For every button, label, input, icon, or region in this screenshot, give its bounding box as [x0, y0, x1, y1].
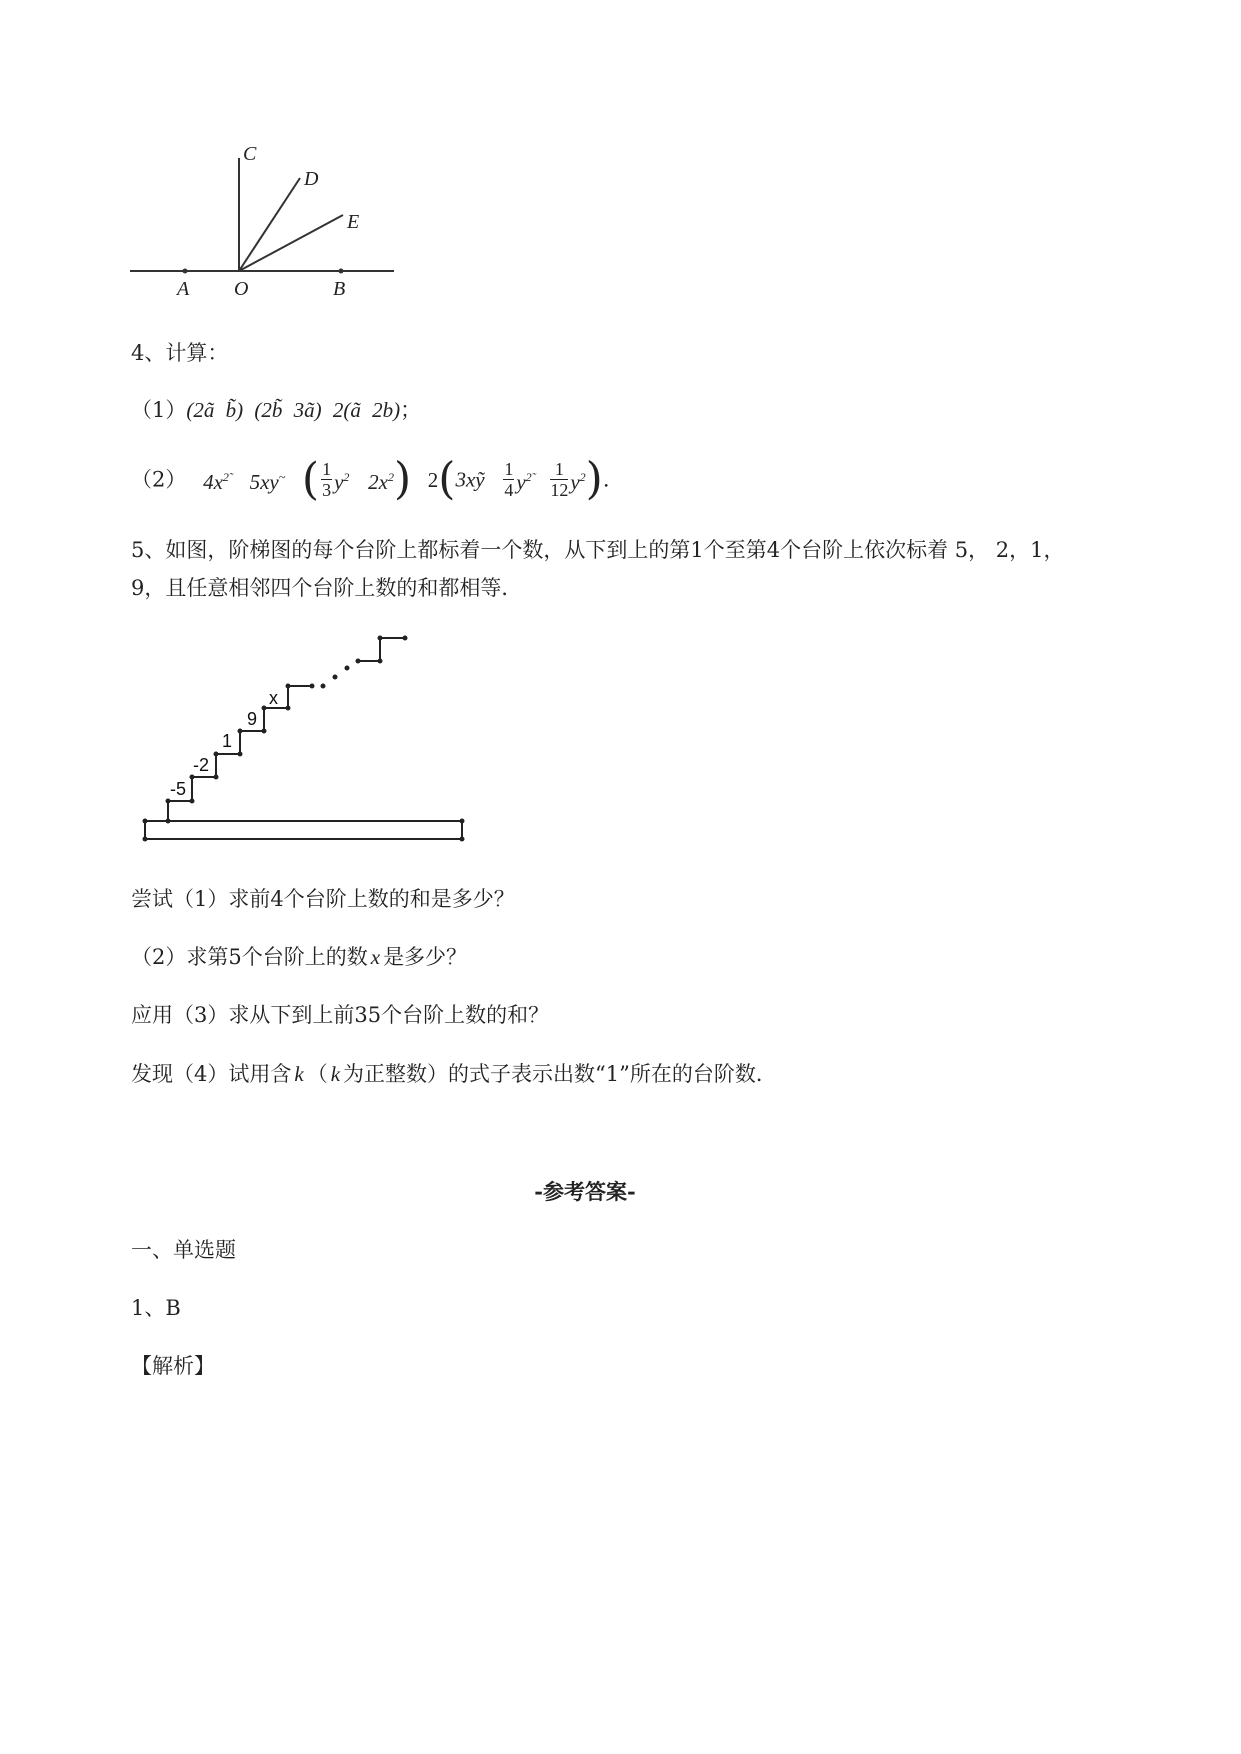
q5-line1: 5、如图，阶梯图的每个台阶上都标着一个数，从下到上的第1个至第4个台阶上依次标着 5， 2，1， [131, 538, 1065, 562]
label-b: B [333, 278, 346, 300]
label-o: O [234, 278, 249, 300]
q4-p2-t3sup: 2 [387, 470, 394, 484]
label-d: D [304, 168, 319, 190]
q4-p2-t4: 3xỹ [455, 467, 485, 492]
label-a: A [177, 278, 190, 300]
q5-ask2 [131, 943, 467, 971]
q4-title: 4、计算： [131, 341, 229, 365]
q4-p2-f2var: y [516, 470, 526, 494]
ray-od [239, 178, 300, 271]
q4-p2-frac3: $\frac{1}{12}$ [550, 459, 569, 500]
q4-part2 [131, 452, 610, 507]
q4-part1-tail: ； [400, 398, 422, 422]
q4-p2-t1: 4x [203, 470, 223, 494]
q4-p2-f1sup: 2 [343, 470, 350, 484]
ray-oe [239, 215, 343, 271]
point-b [339, 269, 344, 274]
angle-figure [130, 140, 410, 310]
q5-ask4-k1: k [294, 1062, 304, 1086]
q4-p2-f1var: y [334, 470, 344, 494]
stair-label-3: 1 [222, 731, 233, 751]
answers-title: -参考答案- [534, 1179, 636, 1204]
q4-part1-label: （1） [131, 398, 187, 422]
q4-p2-tail: . [602, 467, 610, 492]
q4-part2-label: （2） [131, 467, 187, 492]
answers-section: 一、单选题 [131, 1238, 236, 1262]
stair-label-1: -5 [170, 779, 187, 799]
q4-p2-t2sup: ~ [278, 470, 286, 484]
q5-ask3: 应用（3）求从下到上前35个台阶上数的和？ [131, 1003, 550, 1027]
q4-p2-f3sup: 2 [579, 470, 586, 484]
q5-ask4-k2: k [330, 1062, 341, 1086]
q4-p2-frac1: $\frac{1}{3}$ [322, 459, 332, 500]
q4-p2-t3: 2x [368, 470, 388, 494]
paren-close-1: ) [393, 453, 412, 505]
paren-open-1: ( [301, 453, 320, 505]
stair-base [145, 821, 462, 839]
stair-label-4: 9 [247, 709, 258, 729]
answers-item1: 1、B [131, 1296, 181, 1320]
label-c: C [243, 143, 257, 165]
q4-part1-expr: (2ã b̃) (2b̃ 3ã) 2(ã 2b) [186, 398, 401, 422]
q5-ask4-post: 为正整数）的式子表示出数“1”所在的台阶数． [343, 1062, 777, 1086]
q4-p2-f3var: y [570, 470, 580, 494]
q5-line2: 9，且任意相邻四个台阶上数的和都相等． [131, 576, 523, 600]
q4-p2-frac2: $\frac{1}{4}$ [504, 459, 514, 500]
q5-ask2-pre: （2）求第5个台阶上的数 [131, 945, 368, 969]
q4-part1 [131, 396, 421, 424]
stair-label-2: -2 [193, 755, 210, 775]
q4-p2-t1sup: 2̃ [222, 470, 229, 484]
q5-ask4 [131, 1060, 777, 1088]
paren-close-2: ) [585, 453, 603, 505]
q4-p2-f2sup: 2̃ [525, 470, 532, 484]
label-e: E [347, 211, 360, 233]
stair-label-5: x [269, 688, 278, 708]
q5-ask4-pre: 发现（4）试用含 [131, 1062, 292, 1086]
paren-open-2: ( [438, 453, 456, 505]
stair-top [358, 638, 405, 661]
q5-ask4-mid: （ [306, 1062, 328, 1086]
q5-ask2-var: x [370, 945, 381, 969]
staircase-figure [140, 630, 470, 845]
q5-ask1: 尝试（1）求前4个台阶上数的和是多少？ [131, 887, 515, 911]
point-a [183, 269, 188, 274]
ellipsis-dot [345, 666, 350, 671]
q4-p2-t2: 5xy [249, 470, 279, 494]
answers-analysis: 【解析】 [131, 1354, 215, 1378]
ellipsis-dot [321, 684, 326, 689]
q4-p2-coef: 2 [427, 467, 439, 492]
q5-ask2-post: 是多少？ [383, 945, 468, 969]
ellipsis-dot [333, 675, 338, 680]
